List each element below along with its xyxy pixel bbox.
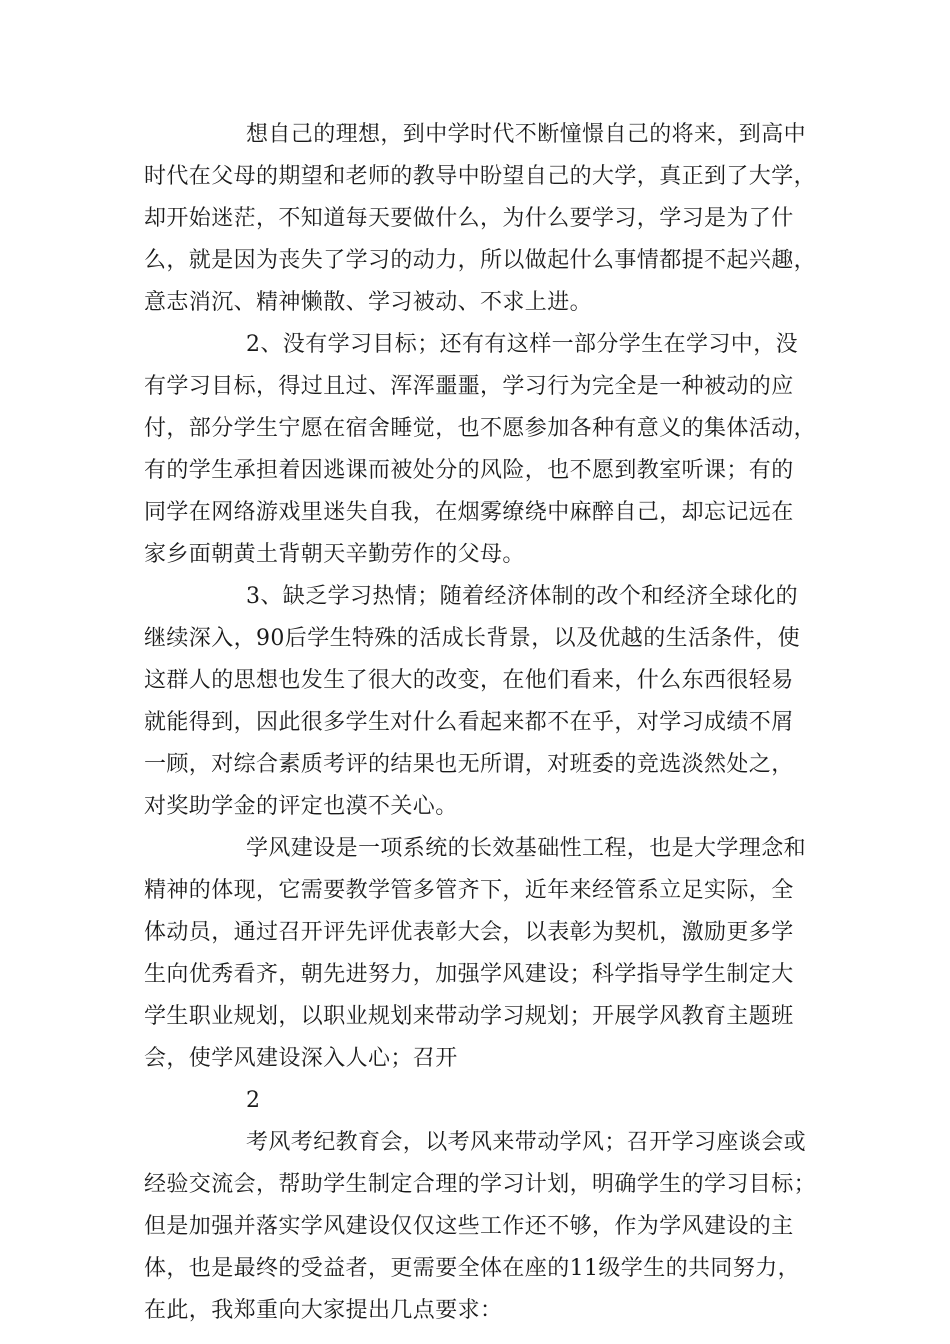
text-line: 同学在网络游戏里迷失自我，在烟雾缭绕中麻醉自己，却忘记远在 xyxy=(144,500,794,525)
text-line: 一顾，对综合素质考评的结果也无所谓，对班委的竞选淡然处之， xyxy=(144,752,794,777)
text-line: 对奖助学金的评定也漠不关心。 xyxy=(144,794,458,819)
text-line: 就能得到，因此很多学生对什么看起来都不在乎，对学习成绩不屑 xyxy=(144,710,794,735)
text-line: 经验交流会，帮助学生制定合理的学习计划，明确学生的学习目标； xyxy=(144,1172,817,1197)
text-line: 继续深入，90后学生特殊的活成长背景，以及优越的生活条件，使 xyxy=(144,626,800,651)
text-line: 付，部分学生宁愿在宿舍睡觉，也不愿参加各种有意义的集体活动， xyxy=(144,416,817,441)
text-line: 体，也是最终的受益者，更需要全体在座的11级学生的共同努力， xyxy=(144,1256,800,1281)
text-line: 精神的体现，它需要教学管多管齐下，近年来经管系立足实际，全 xyxy=(144,878,794,903)
text-line: 有学习目标，得过且过、浑浑噩噩，学习行为完全是一种被动的应 xyxy=(144,374,794,399)
text-line: 这群人的思想也发生了很大的改变，在他们看来，什么东西很轻易 xyxy=(144,668,794,693)
text-line: 时代在父母的期望和老师的教导中盼望自己的大学，真正到了大学， xyxy=(144,164,817,189)
text-line: 么，就是因为丧失了学习的动力，所以做起什么事情都提不起兴趣， xyxy=(144,248,817,273)
text-line: 但是加强并落实学风建设仅仅这些工作还不够，作为学风建设的主 xyxy=(144,1214,794,1239)
text-line: 有的学生承担着因逃课而被处分的风险，也不愿到教室听课；有的 xyxy=(144,458,794,483)
inline-page-number: 2 xyxy=(246,1088,260,1113)
text-line: 想自己的理想，到中学时代不断憧憬自己的将来，到高中 xyxy=(246,122,807,147)
text-line: 体动员，通过召开评先评优表彰大会，以表彰为契机，激励更多学 xyxy=(144,920,794,945)
text-line: 2、没有学习目标；还有有这样一部分学生在学习中，没 xyxy=(246,332,798,357)
text-line: 3、缺乏学习热情；随着经济体制的改个和经济全球化的 xyxy=(246,584,798,609)
text-line: 却开始迷茫，不知道每天要做什么，为什么要学习，学习是为了什 xyxy=(144,206,794,231)
text-line: 意志消沉、精神懒散、学习被动、不求上进。 xyxy=(144,290,593,315)
text-line: 生向优秀看齐，朝先进努力，加强学风建设；科学指导学生制定大 xyxy=(144,962,794,987)
text-line: 学生职业规划，以职业规划来带动学习规划；开展学风教育主题班 xyxy=(144,1004,794,1029)
text-line: 家乡面朝黄土背朝天辛勤劳作的父母。 xyxy=(144,542,525,567)
text-line: 考风考纪教育会，以考风来带动学风；召开学习座谈会或 xyxy=(246,1130,807,1155)
text-line: 学风建设是一项系统的长效基础性工程，也是大学理念和 xyxy=(246,836,807,861)
text-line: 会，使学风建设深入人心；召开 xyxy=(144,1046,458,1071)
text-line: 在此，我郑重向大家提出几点要求： xyxy=(144,1298,503,1323)
